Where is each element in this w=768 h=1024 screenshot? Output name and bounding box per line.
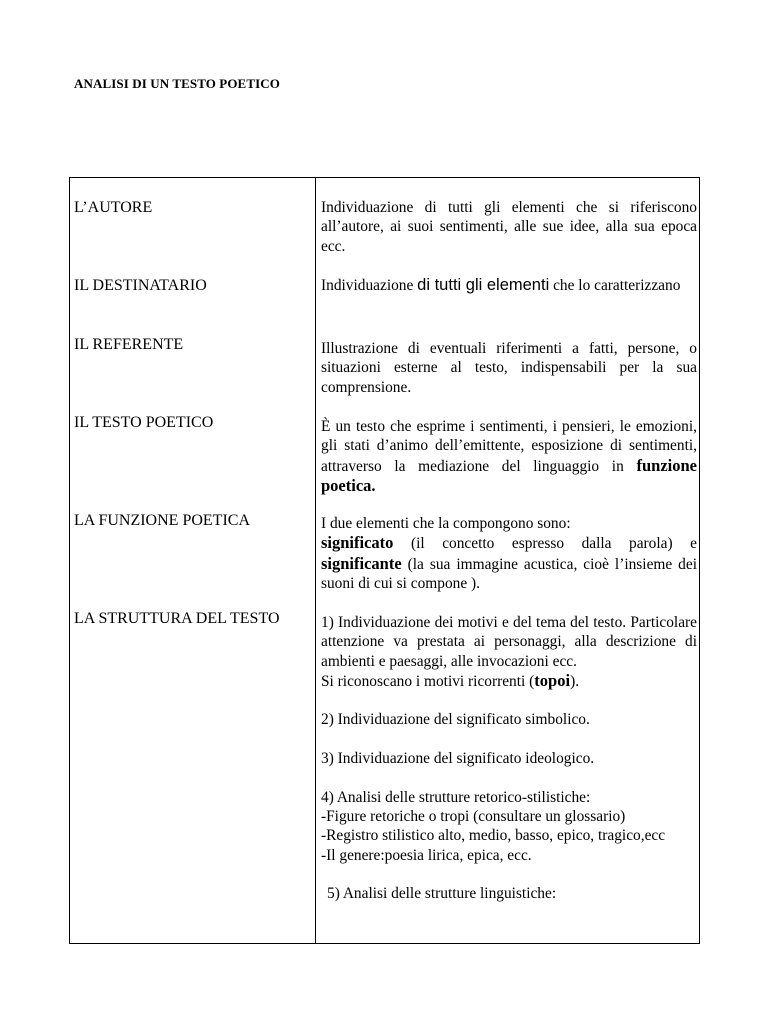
struttura-point-1: 1) Individuazione dei motivi e del tema del testo. Particolare attenzione va prestata ai personaggi, alla descrizione di ambienti e paesaggi, alle invocazioni ecc.	[321, 614, 697, 670]
text-autore	[321, 198, 697, 256]
struttura-point-5: 5) Analisi delle strutture linguistiche:	[327, 885, 557, 903]
struttura-point-3: 3) Individuazione del significato ideologico.	[321, 750, 595, 768]
column-divider	[315, 178, 316, 943]
struttura-point-1b-a: Si riconoscano i motivi ricorrenti (	[321, 672, 535, 690]
text-funzione-poetica	[321, 514, 697, 593]
text-destinatario-c: che lo caratterizzano	[549, 277, 681, 294]
text-struttura-testo	[321, 613, 697, 903]
text-autore-body: Individuazione di tutti gli elementi che si riferiscono all’autore, ai suoi sentimenti, alle sue idee, alla sua epoca ecc.	[321, 199, 697, 255]
text-funzione-t1: (il concetto espresso dalla parola) e	[393, 535, 697, 553]
label-referente: IL REFERENTE	[74, 336, 184, 353]
struttura-point-4: 4) Analisi delle strutture retorico-stilistiche:	[321, 788, 591, 806]
term-significante: significante	[321, 553, 402, 573]
text-destinatario	[321, 276, 697, 295]
analysis-table	[69, 177, 700, 944]
text-referente-body: Illustrazione di eventuali riferimenti a fatti, persone, o situazioni esterne al testo, indispensabili per la sua comprensione.	[321, 340, 697, 396]
text-funzione-intro: I due elementi che la compongono sono:	[321, 515, 571, 532]
struttura-point-2: 2) Individuazione del significato simbolico.	[321, 711, 590, 729]
text-testo-poetico-body: È un testo che esprime i sentimenti, i pensieri, le emozioni, gli stati d’animo dell’emittente, esposizione di sentimenti, attraverso la mediazione del linguaggio in	[321, 418, 697, 475]
label-struttura-testo: LA STRUTTURA DEL TESTO	[74, 610, 280, 627]
label-destinatario: IL DESTINATARIO	[74, 277, 207, 294]
label-funzione-poetica: LA FUNZIONE POETICA	[74, 512, 250, 529]
text-destinatario-b: di tutti gli elementi	[417, 276, 550, 294]
text-testo-poetico	[321, 417, 697, 496]
document-title: ANALISI DI UN TESTO POETICO	[74, 76, 280, 91]
text-testo-poetico-bold: funzione poetica.	[321, 455, 697, 495]
struttura-point-4b: -Registro stilistico alto, medio, basso, epico, tragico,ecc	[321, 827, 666, 845]
text-destinatario-a: Individuazione	[321, 277, 418, 294]
term-topoi: topoi	[534, 670, 571, 690]
text-referente	[321, 339, 697, 397]
term-significato: significato	[321, 533, 394, 553]
struttura-point-4a: -Figure retoriche o tropi (consultare un glossario)	[321, 807, 626, 825]
label-testo-poetico: IL TESTO POETICO	[74, 414, 214, 431]
text-funzione-t2: (la sua immagine acustica, cioè l’insieme dei suoni di cui si compone ).	[321, 555, 697, 592]
struttura-point-1b-c: ).	[570, 672, 580, 690]
struttura-point-4c: -Il genere:poesia lirica, epica, ecc.	[321, 846, 532, 864]
label-autore: L’AUTORE	[74, 199, 153, 216]
